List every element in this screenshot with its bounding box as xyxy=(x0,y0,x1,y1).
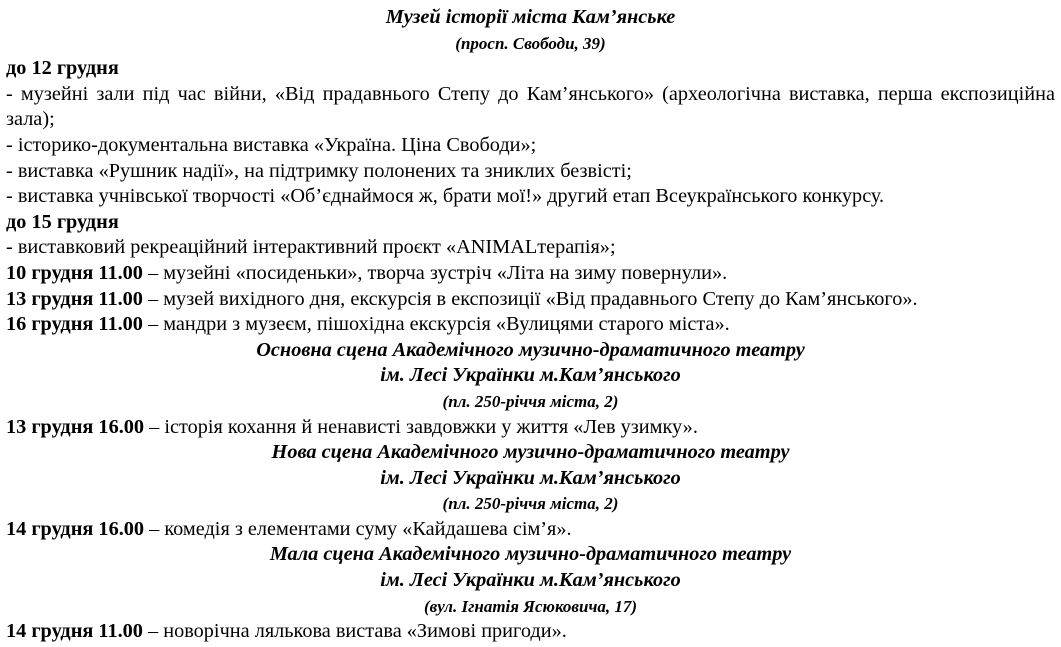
list-item: - музейні зали під час війни, «Від прадавнього Степу до Кам’янського» (археологічна виставка, перша експозиційна зала); xyxy=(6,82,1055,131)
event-row xyxy=(6,287,1055,313)
event-date: 13 грудня 11.00 xyxy=(6,287,143,310)
section-until-dec12: до 12 грудня xyxy=(6,57,119,80)
main-stage-title-line1: Основна сцена Академічного музично-драматичного театру xyxy=(256,338,805,361)
event-date: 13 грудня 16.00 xyxy=(6,415,145,438)
list-item: - виставка «Рушник надії», на підтримку полонених та зниклих безвісті; xyxy=(6,159,632,182)
event-description: – музейні «посиденьки», творча зустріч «Літа на зиму повернули». xyxy=(142,261,728,284)
event-date: 16 грудня 11.00 xyxy=(6,313,143,336)
event-description: – музей вихідного дня, екскурсія в експозиції «Від прадавнього Степу до Кам’янського». xyxy=(142,287,918,310)
event-description: – комедія з елементами суму «Кайдашева сім’я». xyxy=(144,517,572,540)
event-date: 14 грудня 16.00 xyxy=(6,517,145,540)
event-date: 14 грудня 11.00 xyxy=(6,620,143,643)
event-description: – історія кохання й ненависті завдовжки у життя «Лев узимку». xyxy=(144,415,698,438)
list-item: - виставковий рекреаційний інтерактивний проєкт «ANIMALтерапія»; xyxy=(6,236,616,259)
event-row xyxy=(6,261,1055,287)
new-stage-title-line2: ім. Лесі Українки м.Кам’янського xyxy=(380,466,681,489)
event-description: – мандри з музеєм, пішохідна екскурсія «Вулицями старого міста». xyxy=(142,313,730,336)
list-item: - історико-документальна виставка «Україна. Ціна Свободи»; xyxy=(6,133,537,156)
main-stage-address: (пл. 250-річчя міста, 2) xyxy=(442,391,619,411)
event-row xyxy=(6,415,1055,441)
list-item: - виставка учнівської творчості «Об’єднаймося ж, брати мої!» другий етап Всеукраїнського конкурсу. xyxy=(6,185,885,208)
event-row xyxy=(6,312,1055,338)
section-until-dec15: до 15 грудня xyxy=(6,210,119,233)
new-stage-title-line1: Нова сцена Академічного музично-драматичного театру xyxy=(271,441,790,464)
small-stage-title-line2: ім. Лесі Українки м.Кам’янського xyxy=(380,569,681,592)
main-stage-title-line2: ім. Лесі Українки м.Кам’янського xyxy=(380,364,681,387)
small-stage-title-line1: Мала сцена Академічного музично-драматичного театру xyxy=(269,543,792,566)
event-row xyxy=(6,517,1055,543)
new-stage-address: (пл. 250-річчя міста, 2) xyxy=(442,494,619,514)
event-row xyxy=(6,619,1055,645)
museum-title: Музей історії міста Кам’янське xyxy=(385,6,676,28)
museum-address: (просп. Свободи, 39) xyxy=(455,33,606,53)
small-stage-address: (вул. Ігнатія Ясюковича, 17) xyxy=(423,596,638,616)
event-description: – новорічна лялькова вистава «Зимові пригоди». xyxy=(142,620,567,643)
event-date: 10 грудня 11.00 xyxy=(6,261,143,284)
